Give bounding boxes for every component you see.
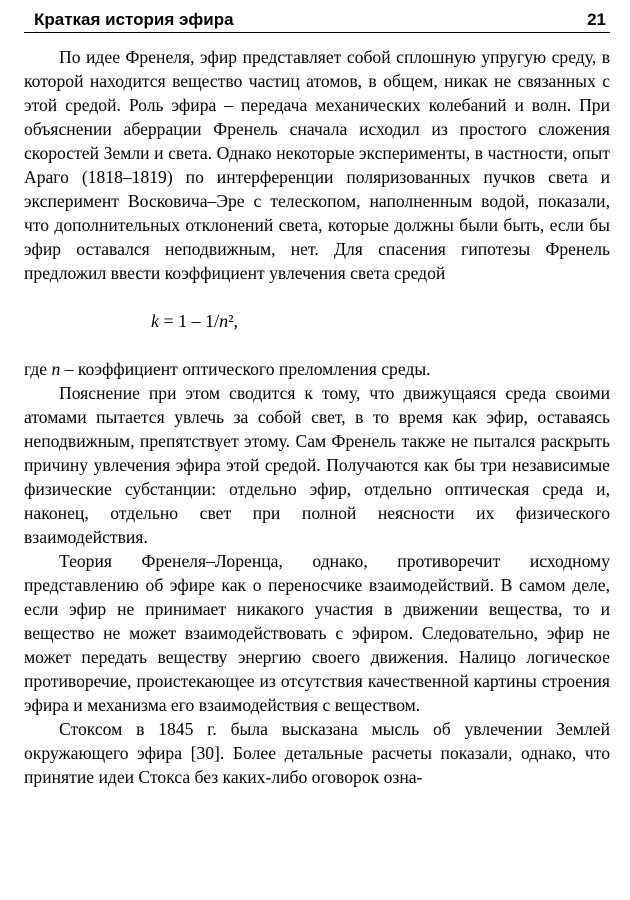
- drag-coefficient-formula: [24, 285, 610, 357]
- book-page: [24, 8, 610, 787]
- paragraph-fresnel-lorentz: Теория Френеля–Лоренца, однако, противоречит исходному представлению об эфире как о переносчике взаимодействий. В самом деле, если эфир не принимает никакого участия в движении вещества, то и вещество не может взаимодействовать с эфиром. Следовательно, эфир не может передать веществу энергию своего движения. Налицо логическое противоречие, проистекающее из отсутствия качественной картины строения эфира и механизма его взаимодействия с веществом.: [24, 551, 610, 715]
- running-header: [24, 8, 610, 33]
- chapter-title: Краткая история эфира: [34, 10, 234, 29]
- page-body: [24, 45, 610, 789]
- formula-explanation: [24, 357, 610, 381]
- explanation-var: n: [51, 359, 61, 379]
- explanation-rest: – коэффициент оптического преломления среды.: [60, 359, 431, 379]
- page-number: 21: [587, 10, 606, 29]
- paragraph-fresnel-ether: По идее Френеля, эфир представляет собой сплошную упругую среду, в которой находится вещество частиц атомов, в общем, никак не связанных с этой средой. Роль эфира – передача механических колебаний и волн. При объяснении аберрации Френель сначала исходил из простого сложения скоростей Земли и света. Однако некоторые эксперименты, в частности, опыт Араго (1818–1819) по интерференции поляризованных пучков света и эксперимент Восковича–Эре с телескопом, наполненным водой, показали, что дополнительных отклонений света, которые должны были быть, если бы эфир оставался неподвижным, нет. Для спасения гипотезы Френель предложил ввести коэффициент увлечения света средой: [24, 47, 610, 283]
- formula-n: n: [219, 311, 229, 331]
- formula-tail: ²,: [228, 311, 239, 331]
- paragraph-stokes: Стоксом в 1845 г. была высказана мысль об увлечении Землей окружающего эфира [30]. Более детальные расчеты показали, однако, что принятие идеи Стокса без каких-либо оговорок озна-: [24, 719, 610, 787]
- explanation-prefix: где: [24, 359, 52, 379]
- formula-k: k: [151, 311, 159, 331]
- paragraph-explanation: Пояснение при этом сводится к тому, что движущаяся среда своими атомами пытается увлечь за собой свет, в то время как эфир, оставаясь неподвижным, препятствует этому. Сам Френель также не пытался раскрыть причину увлечения эфира этой средой. Получаются как бы три независимые физические субстанции: отдельно эфир, отдельно оптическая среда и, наконец, отдельно свет при полной неясности их физического взаимодействия.: [24, 383, 610, 547]
- formula-middle: = 1 – 1/: [159, 311, 220, 331]
